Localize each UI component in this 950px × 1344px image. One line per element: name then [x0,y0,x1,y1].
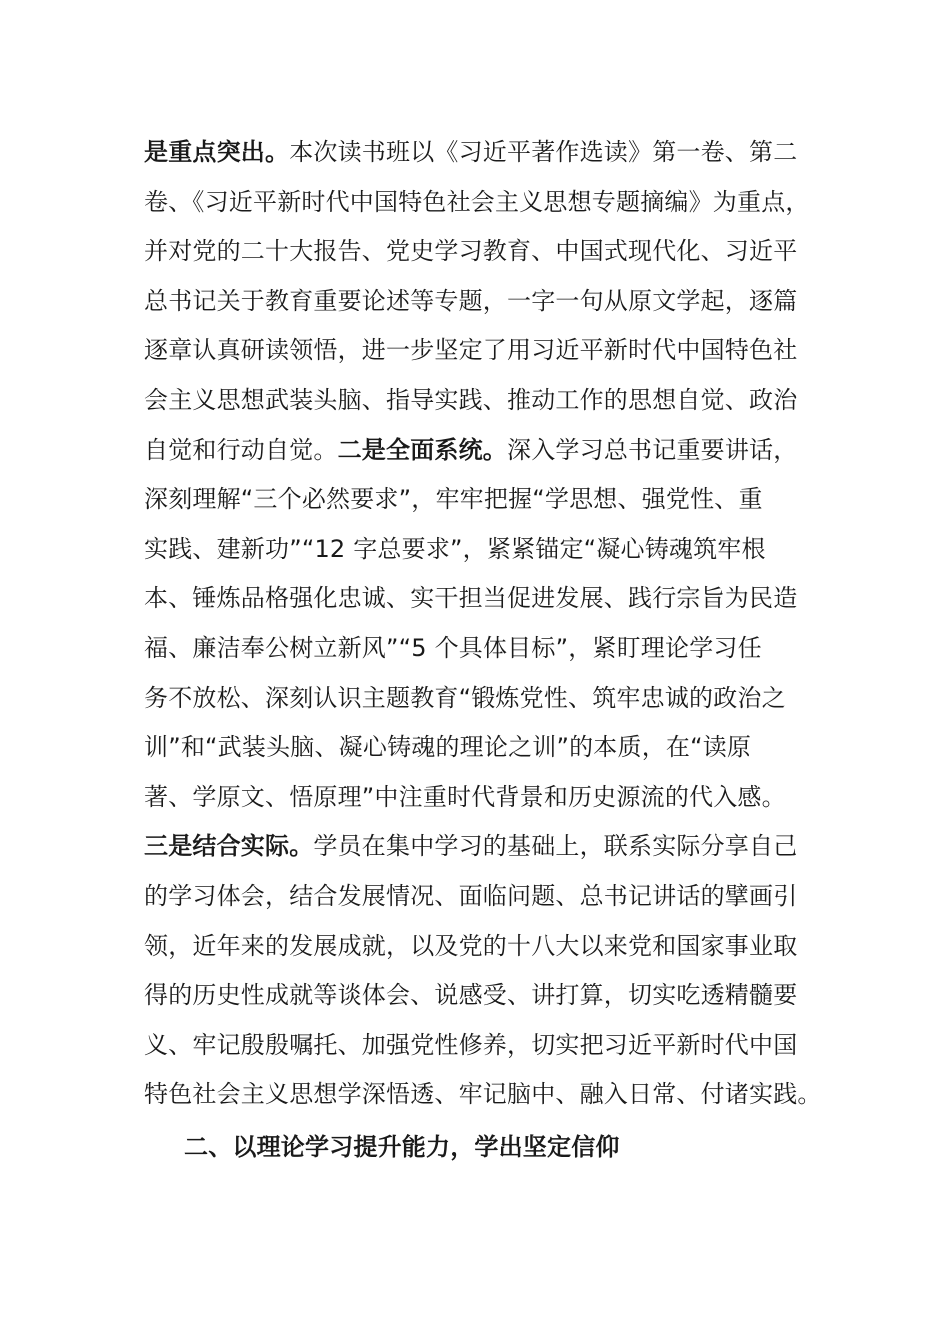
text-segment: 深入学习总书记重要讲话， [507,435,798,464]
body-paragraph [144,128,824,1120]
text-line [144,624,824,674]
text-segment: 的学习体会，结合发展情况、面临问题、总书记讲话的擘画引 [144,881,798,910]
text-line [144,872,824,922]
text-segment: 本、锤炼品格强化忠诚、实干担当促进发展、践行宗旨为民造 [144,584,798,613]
section-heading: 二、以理论学习提升能力，学出坚定信仰 [184,1133,620,1161]
text-line [144,376,824,426]
text-segment: 本次读书班以《习近平著作选读》第一卷、第二 [289,138,798,166]
text-segment: 总书记关于教育重要论述等专题，一字一句从原文学起，逐篇 [144,286,798,315]
text-line [144,723,824,773]
text-line [144,475,824,525]
text-segment: 并对党的二十大报告、党史学习教育、中国式现代化、习近平 [144,237,798,266]
text-segment: 福、廉洁奉公树立新风”“5 个具体目标”，紧盯理论学习任 [144,633,762,662]
text-segment: 义、牢记殷殷嘱托、加强党性修养，切实把习近平新时代中国 [144,1030,798,1059]
lead-phrase: 是重点突出。 [144,138,290,166]
text-line [144,1070,824,1120]
text-segment: 领，近年来的发展成就，以及党的十八大以来党和国家事业取 [144,931,798,960]
text-segment: 学员在集中学习的基础上，联系实际分享自己 [313,832,798,861]
text-line [144,922,824,972]
text-segment: 深刻理解“三个必然要求”，牢牢把握“学思想、强党性、重 [144,485,763,514]
text-line [144,277,824,327]
text-segment: 特色社会主义思想学深悟透、牢记脑中、融入日常、付诸实践。 [144,1080,822,1109]
text-segment: 务不放松、深刻认识主题教育“锻炼党性、筑牢忠诚的政治之 [144,683,786,712]
text-segment: 得的历史性成就等谈体会、说感受、讲打算，切实吃透精髓要 [144,981,798,1010]
text-line [144,822,824,872]
text-line [144,426,824,476]
text-line [144,178,824,228]
text-line [144,1021,824,1071]
text-segment: 实践、建新功”“12 字总要求”，紧紧锚定“凝心铸魂筑牢根 [144,534,766,563]
text-line [144,574,824,624]
text-line [144,971,824,1021]
text-segment: 自觉和行动自觉。 [144,435,338,464]
text-line [144,326,824,376]
text-segment: 训”和“武装头脑、凝心铸魂的理论之训”的本质，在“读原 [144,733,752,762]
text-line [144,674,824,724]
lead-phrase: 三是结合实际。 [144,832,314,861]
text-segment: 逐章认真研读领悟，进一步坚定了用习近平新时代中国特色社 [144,336,798,365]
text-segment: 卷、《习近平新时代中国特色社会主义思想专题摘编》为重点， [144,187,810,216]
text-line [144,128,824,178]
text-line [144,227,824,277]
text-segment: 著、学原文、悟原理”中注重时代背景和历史源流的代入感。 [144,782,786,811]
text-line [144,525,824,575]
lead-phrase: 二是全面系统。 [337,435,508,464]
text-segment: 会主义思想武装头脑、指导实践、推动工作的思想自觉、政治 [144,385,798,414]
text-line [144,773,824,823]
